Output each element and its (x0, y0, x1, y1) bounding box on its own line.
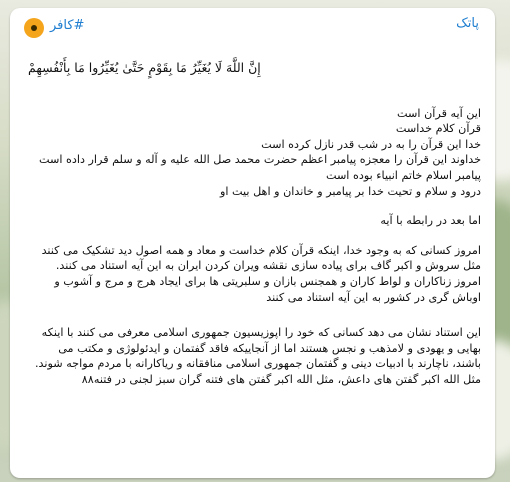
paragraph-3: این استناد نشان می دهد کسانی که خود را اپوزیسیون جمهوری اسلامی معرفی می کنند با اینکه بهایی و یهودی و لامذهب و نجس هستند اما از آنجاییکه فاقد گفتمان و ایدئولوژی و مکتب می باشند، ناچارند با ادبیات دینی و گفتمان جمهوری اسلامی منافقانه و ریاکارانه با مردم مواجه شوند. مثل الله اکبر گفتن های داعش، مثل الله اکبر گفتن های فتنه گران سبز لجنی در فتنه۸۸ (34, 326, 481, 386)
message-text (28, 60, 481, 388)
quran-verse: إِنَّ اللَّهَ لَا يُغَيِّرُ مَا بِقَوْمٍ حَتَّىٰ يُغَيِّرُوا مَا بِأَنْفُسِهِمْ (28, 60, 261, 75)
line-4: خداوند این قرآن را معجزه پیامبر اعظم حضرت محمد صل الله علیه و آله و سلم قرار داده است (39, 153, 481, 167)
message-header (10, 8, 495, 36)
paragraph-1: امروز کسانی که به وجود خدا، اینکه قرآن کلام خداست و معاد و همه اصول دید تشکیک می کنند مثل سروش و اکبر گاف برای پیاده سازی نقشه ویران کردن ایران به این آیه استناد می کنند. (41, 243, 481, 273)
line-3: خدا این قرآن را به در شب قدر نازل کرده است (261, 137, 481, 151)
line-2: قرآن کلام خداست (395, 122, 481, 136)
line-6: درود و سلام و تحیت خدا بر پیامبر و خاندان و اهل بیت او (219, 184, 481, 198)
radioactive-icon (24, 18, 44, 38)
intro-line: اما بعد در رابطه با آیه (380, 214, 481, 228)
paragraph-2: امروز زناکاران و لواط کاران و همجنس بازان و سلبریتی ها برای ایجاد هرج و مرج و آشوب و اوباش گری در کشور به این آیه استناد می کنند (54, 274, 481, 304)
line-1: این آیه قرآن است (397, 106, 481, 120)
message-bubble (10, 8, 495, 478)
channel-name[interactable]: پاتک (456, 16, 479, 31)
hashtag-link[interactable]: #کافر (50, 18, 85, 33)
line-5: پیامبر اسلام خاتم انبیاء بوده است (325, 168, 481, 182)
